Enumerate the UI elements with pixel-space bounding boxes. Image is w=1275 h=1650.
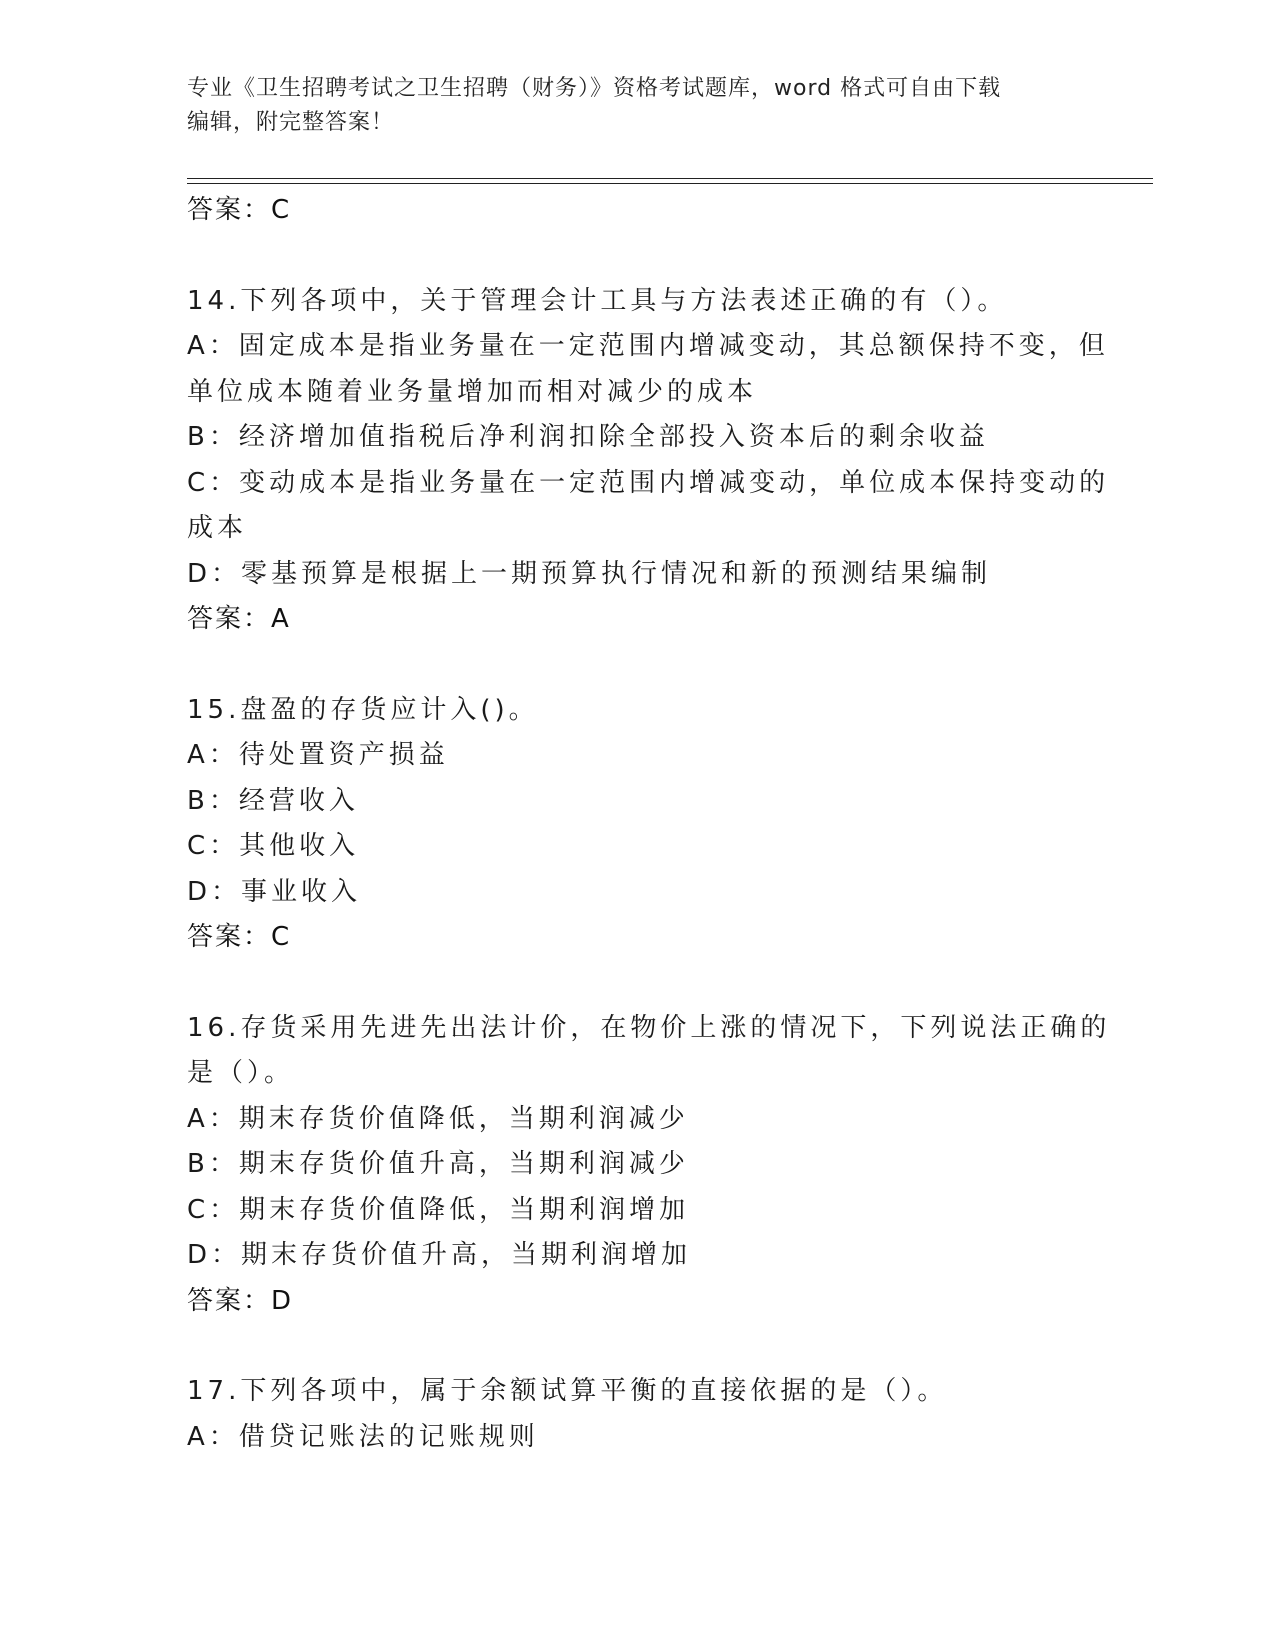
option-a: A：待处置资产损益: [187, 740, 449, 770]
header-divider-bottom: [187, 183, 1153, 184]
header-line-2: 编辑，附完整答案！: [187, 110, 395, 135]
question-stem: 16.存货采用先进先出法计价，在物价上涨的情况下，下列说法正确的: [187, 1012, 1111, 1043]
header-divider-top: [187, 178, 1153, 179]
spacer: [187, 643, 1087, 688]
option-d: D：期末存货价值升高，当期利润增加: [187, 1240, 692, 1270]
answer-line: 答案：C: [187, 922, 292, 952]
question-block: [187, 1006, 1111, 1325]
header-line-1: 专业《卫生招聘考试之卫生招聘（财务）》资格考试题库，word 格式可自由下载: [187, 76, 1002, 101]
option-c: C：变动成本是指业务量在一定范围内增减变动，单位成本保持变动的: [187, 467, 1110, 498]
option-a: A：借贷记账法的记账规则: [187, 1421, 539, 1452]
answer-line: 答案：A: [187, 604, 291, 634]
document-header: [187, 72, 1087, 140]
question-list: [187, 188, 1111, 1460]
question-block: [187, 1369, 1087, 1460]
question-stem-continued: 是（）。: [187, 1058, 295, 1088]
option-b: B：经营收入: [187, 785, 359, 816]
option-a: A：固定成本是指业务量在一定范围内增减变动，其总额保持不变，但: [187, 331, 1109, 361]
option-a-continued: 单位成本随着业务量增加而相对减少的成本: [187, 376, 758, 407]
spacer: [187, 961, 1087, 1006]
option-b: B：经济增加值指税后净利润扣除全部投入资本后的剩余收益: [187, 422, 989, 452]
option-d: D：零基预算是根据上一期预算执行情况和新的预测结果编制: [187, 558, 992, 589]
spacer: [187, 1324, 1087, 1369]
option-c-continued: 成本: [187, 513, 248, 543]
answer-line: 答案：D: [187, 1285, 294, 1316]
option-d: D：事业收入: [187, 876, 362, 907]
spacer: [187, 234, 1087, 279]
question-block: [187, 279, 1110, 643]
option-b: B：期末存货价值升高，当期利润减少: [187, 1149, 689, 1179]
answer-line: 答案：C: [187, 195, 292, 225]
question-stem: 14.下列各项中，关于管理会计工具与方法表述正确的有（）。: [187, 285, 1008, 316]
question-stem: 15.盘盈的存货应计入()。: [187, 694, 539, 725]
option-c: C：期末存货价值降低，当期利润增加: [187, 1194, 690, 1225]
question-stem: 17.下列各项中，属于余额试算平衡的直接依据的是（）。: [187, 1376, 948, 1406]
option-c: C：其他收入: [187, 831, 360, 861]
option-a: A：期末存货价值降低，当期利润减少: [187, 1103, 689, 1134]
question-block: [187, 688, 1087, 961]
